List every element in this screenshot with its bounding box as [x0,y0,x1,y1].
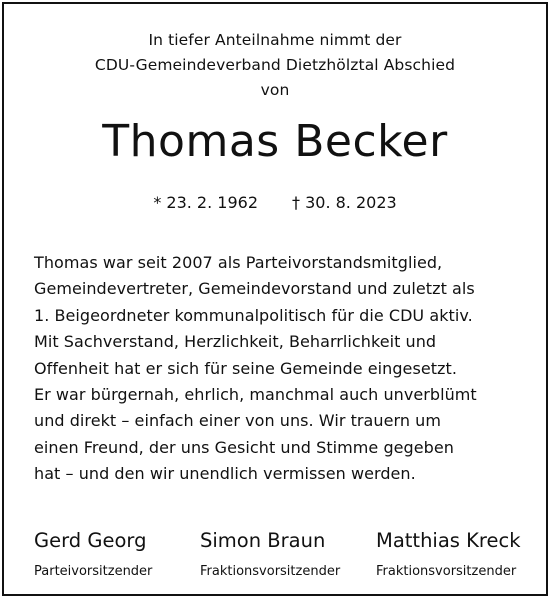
tribute-line: Gemeindevertreter, Gemeindevorstand und zuletzt als [34,279,475,299]
tribute-line: Mit Sachverstand, Herzlichkeit, Beharrlichkeit und [34,332,437,352]
intro-text [4,28,546,103]
signature-matthias-kreck [376,528,521,581]
signature-simon-braun [200,528,340,581]
intro-line: CDU-Gemeindeverband Dietzhölztal Abschied [94,56,456,74]
tribute-line: hat – und den wir unendlich vermissen werden. [34,464,416,484]
signer-name: Simon Braun [200,529,326,552]
tribute-line: Offenheit hat er sich für seine Gemeinde eingesetzt. [34,358,457,378]
intro-line: von [260,81,290,99]
deceased-name: Thomas Becker [102,116,448,167]
tribute-line: und direkt – einfach einer von uns. Wir trauern um [34,411,441,431]
signature-gerd-georg [34,528,152,581]
tribute-text [34,250,534,488]
tribute-line: Er war bürgernah, ehrlich, manchmal auch unverblümt [34,385,477,405]
signer-name: Gerd Georg [34,529,147,552]
signer-role: Fraktionsvorsitzender [376,564,517,579]
signer-name: Matthias Kreck [376,529,521,552]
tribute-line: einen Freund, der uns Gesicht und Stimme gegeben [34,437,454,457]
intro-line: In tiefer Anteilnahme nimmt der [148,31,402,49]
life-dates [4,192,546,214]
signer-role: Fraktionsvorsitzender [200,564,341,579]
notice-frame [2,2,548,596]
signer-role: Parteivorsitzender [34,564,153,579]
death-date: † 30. 8. 2023 [292,193,397,212]
tribute-line: 1. Beigeordneter kommunalpolitisch für die CDU aktiv. [34,305,473,325]
birth-date: * 23. 2. 1962 [153,193,258,212]
tribute-line: Thomas war seit 2007 als Parteivorstandsmitglied, [34,253,443,272]
